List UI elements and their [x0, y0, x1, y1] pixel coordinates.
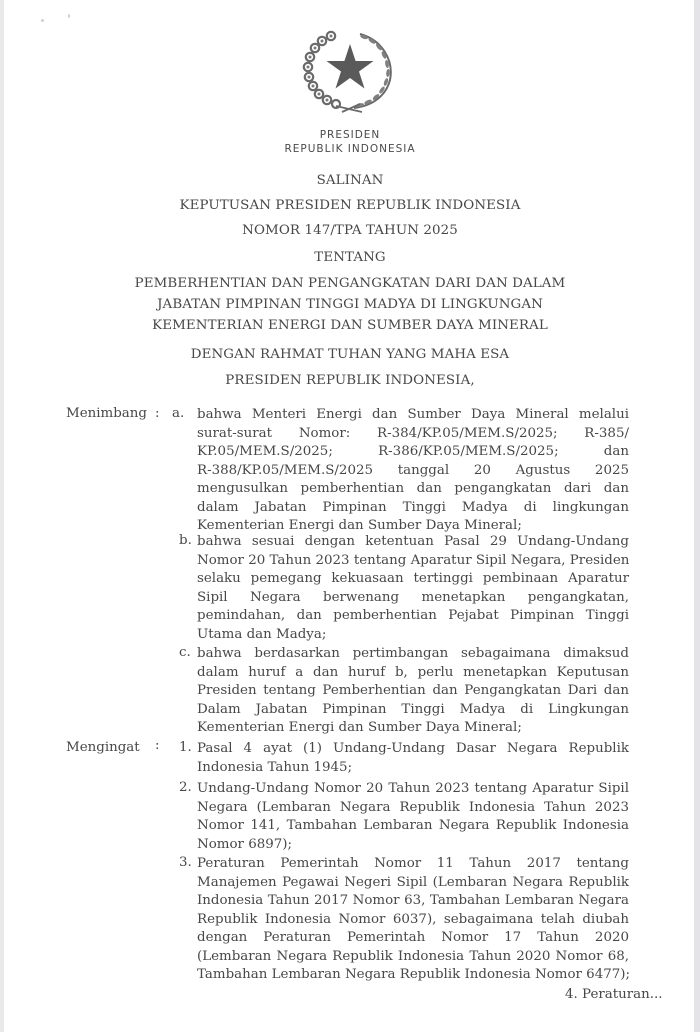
text-line: Tambahan Lembaran Negara Republik Indonesia Nomor 6477);: [197, 967, 630, 982]
mengingat-item-1: [197, 740, 629, 777]
text-line: Manajemen Pegawai Negeri Sipil (Lembaran Negara Republik: [197, 874, 629, 890]
mengingat-item-3: [197, 855, 629, 985]
item-marker: 2.: [179, 780, 192, 795]
text-line: Nomor 141, Tambahan Lembaran Negara Republik Indonesia: [197, 818, 629, 833]
menimbang-item-a: [197, 406, 629, 536]
item-marker: 3.: [179, 855, 192, 870]
item-marker: 1.: [179, 740, 192, 755]
text-line: dalam Jabatan Pimpinan Tinggi Madya di lingkungan: [197, 499, 629, 515]
scan-speck: [68, 14, 70, 18]
text-line: Sipil Negara berwenang menetapkan pengangkatan,: [197, 589, 629, 605]
subject-line: PEMBERHENTIAN DAN PENGANGKATAN DARI DAN DALAM: [134, 276, 566, 291]
mengingat-colon: :: [155, 738, 160, 753]
issuer: PRESIDEN REPUBLIK INDONESIA,: [225, 373, 475, 388]
item-marker: b.: [179, 533, 192, 548]
text-line: Presiden tentang Pemberhentian dan Pengangkatan Dari dan: [197, 683, 629, 698]
text-line: Peraturan Pemerintah Nomor 11 Tahun 2017 tentang: [197, 856, 629, 871]
subject-line: JABATAN PIMPINAN TINGGI MADYA DI LINGKUNGAN: [157, 297, 543, 312]
menimbang-label: Menimbang: [66, 406, 147, 421]
decree-number: NOMOR 147/TPA TAHUN 2025: [242, 223, 458, 238]
decree-title: KEPUTUSAN PRESIDEN REPUBLIK INDONESIA: [179, 198, 521, 213]
subject-line: KEMENTERIAN ENERGI DAN SUMBER DAYA MINERAL: [152, 318, 548, 333]
text-line: KP.05/MEM.S/2025; R-386/KP.05/MEM.S/2025; dan: [197, 444, 629, 459]
item-marker: a.: [172, 406, 185, 421]
text-line: (Lembaran Negara Republik Indonesia Tahun 2020 Nomor 68,: [197, 948, 629, 964]
emblem-caption-republik: REPUBLIK INDONESIA: [284, 143, 416, 155]
text-line: pemindahan, dan pemberhentian Pejabat Pimpinan Tinggi: [197, 608, 629, 623]
menimbang-colon: :: [155, 406, 160, 421]
mengingat-label: Mengingat: [66, 740, 140, 755]
invocation: DENGAN RAHMAT TUHAN YANG MAHA ESA: [190, 347, 510, 362]
text-line: R-388/KP.05/MEM.S/2025 tanggal 20 Agustus 2025: [197, 462, 629, 478]
continuation-marker: 4. Peraturan...: [565, 987, 663, 1002]
text-line: Pasal 4 ayat (1) Undang-Undang Dasar Negara Republik: [197, 741, 629, 756]
text-line: Indonesia Tahun 1945;: [197, 759, 353, 775]
menimbang-item-b: [197, 533, 629, 644]
text-line: dengan Peraturan Pemerintah Nomor 17 Tahun 2020: [197, 930, 629, 945]
text-line: Indonesia Tahun 2017 Nomor 63, Tambahan Lembaran Negara: [197, 893, 629, 908]
about-label: TENTANG: [314, 250, 386, 265]
text-line: Dalam Jabatan Pimpinan Tinggi Madya di Lingkungan: [197, 701, 629, 717]
text-line: bahwa Menteri Energi dan Sumber Daya Mineral melalui: [197, 407, 629, 422]
presidential-emblem-icon: [302, 28, 398, 114]
text-line: Negara (Lembaran Negara Republik Indonesia Tahun 2023: [197, 799, 629, 815]
text-line: bahwa sesuai dengan ketentuan Pasal 29 Undang-Undang: [197, 534, 629, 549]
text-line: dalam huruf a dan huruf b, perlu menetapkan Keputusan: [197, 664, 629, 680]
mengingat-item-2: [197, 780, 629, 854]
text-line: Nomor 6897);: [197, 836, 293, 852]
item-marker: c.: [179, 645, 191, 660]
text-line: Undang-Undang Nomor 20 Tahun 2023 tentang Aparatur Sipil: [197, 781, 629, 796]
text-line: bahwa berdasarkan pertimbangan sebagaimana dimaksud: [197, 646, 629, 661]
text-line: Nomor 20 Tahun 2023 tentang Aparatur Sipil Negara, Presiden: [197, 552, 630, 568]
menimbang-item-c: [197, 645, 629, 738]
copy-label: SALINAN: [316, 173, 384, 188]
text-line: Republik Indonesia Nomor 6037), sebagaimana telah diubah: [197, 911, 629, 927]
text-line: Kementerian Energi dan Sumber Daya Mineral;: [197, 518, 522, 533]
scan-speck: [41, 19, 44, 22]
text-line: selaku pemegang kekuasaan tertinggi pembinaan Aparatur: [197, 571, 629, 586]
text-line: surat-surat Nomor: R-384/KP.05/MEM.S/2025; R-385/: [197, 425, 629, 441]
text-line: Utama dan Madya;: [197, 626, 327, 642]
text-line: Kementerian Energi dan Sumber Daya Mineral;: [197, 720, 522, 735]
emblem-caption-presiden: PRESIDEN: [319, 129, 381, 141]
text-line: mengusulkan pemberhentian dan pengangkatan dari dan: [197, 481, 629, 496]
